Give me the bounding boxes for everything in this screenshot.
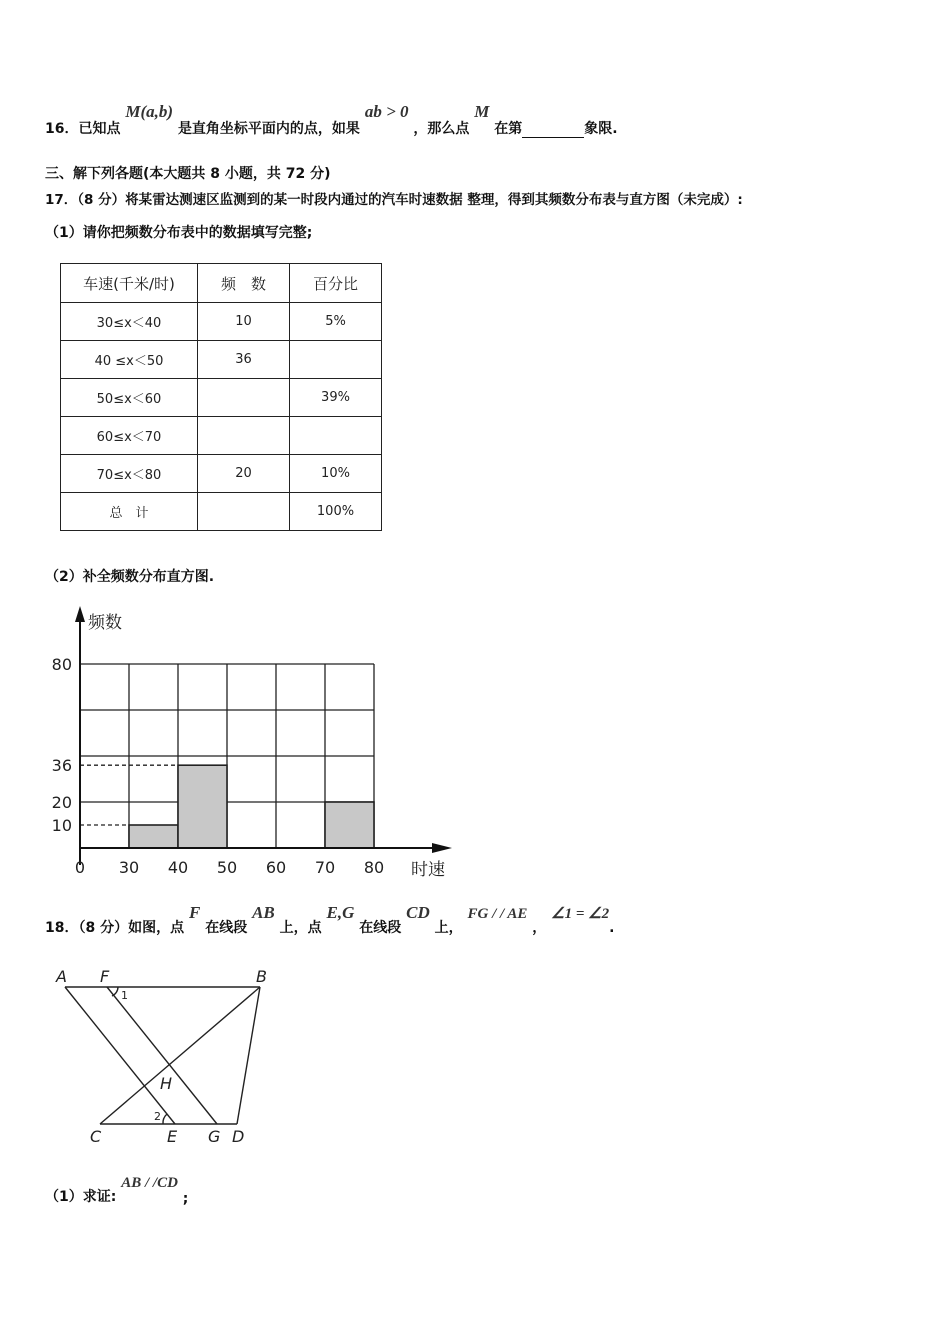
q18-text-2: 上，点 xyxy=(279,920,322,936)
table-cell-range: 总 计 xyxy=(61,493,198,531)
table-header-row xyxy=(61,264,382,303)
x-tick-label: 60 xyxy=(265,858,287,877)
question-18 xyxy=(45,903,614,935)
table-cell-frequency[interactable] xyxy=(198,379,290,417)
question-16 xyxy=(45,102,618,137)
y-tick-label: 36 xyxy=(51,756,72,776)
table-row xyxy=(61,303,382,341)
table-cell-percent: 100% xyxy=(290,493,382,531)
x-tick-labels xyxy=(75,858,384,877)
q18-text-6: . xyxy=(609,920,615,936)
frequency-histogram xyxy=(0,600,470,885)
table-cell-percent: 39% xyxy=(290,379,382,417)
section-3-header: 三、解下列各题(本大题共 8 小题，共 72 分) xyxy=(45,166,331,182)
x-tick-label: 30 xyxy=(118,858,140,877)
question-17-part1: （1）请你把频数分布表中的数据填写完整; xyxy=(45,225,313,241)
q16-point-m: M(a,b) xyxy=(125,102,174,121)
question-17-part2: （2）补全频数分布直方图. xyxy=(45,569,215,585)
y-tick-label: 20 xyxy=(51,793,72,812)
table-cell-frequency[interactable] xyxy=(198,417,290,455)
table-header-speed: 车速(千米/时) xyxy=(61,264,198,303)
table-header-frequency: 频 数 xyxy=(198,264,290,303)
angle-1-label: 1 xyxy=(121,989,128,1002)
q16-prefix: 16．已知点 xyxy=(45,121,121,137)
q18-text-1: 在线段 xyxy=(205,920,248,936)
label-f: F xyxy=(100,967,110,986)
y-tick-label: 80 xyxy=(51,655,72,674)
y-tick-label: 10 xyxy=(51,816,72,835)
q18-text-4: 上， xyxy=(434,920,463,936)
q18-part1-prefix: （1）求证: xyxy=(45,1189,117,1205)
table-cell-frequency[interactable] xyxy=(198,493,290,531)
y-axis-label: 频数 xyxy=(88,613,122,633)
table-cell-range: 30≤x＜40 xyxy=(61,303,198,341)
angle-2-arc xyxy=(163,1114,167,1124)
label-a: A xyxy=(56,967,67,986)
label-g: G xyxy=(208,1127,221,1146)
q16-suffix: 象限. xyxy=(584,121,618,137)
q16-m: M xyxy=(474,102,490,121)
table-cell-range: 50≤x＜60 xyxy=(61,379,198,417)
table-cell-percent: 5% xyxy=(290,303,382,341)
q18-prefix: 18．（8 分）如图，点 xyxy=(45,920,185,936)
table-cell-percent[interactable] xyxy=(290,417,382,455)
y-tick-labels xyxy=(52,655,72,835)
table-row xyxy=(61,493,382,531)
histogram-bar xyxy=(178,765,227,848)
table-cell-frequency: 20 xyxy=(198,455,290,493)
y-axis-arrow-icon xyxy=(75,606,85,622)
q16-text-1: 是直角坐标平面内的点，如果 xyxy=(177,121,360,137)
frequency-table xyxy=(60,263,382,531)
histogram-bars xyxy=(129,765,374,848)
q18-parallel: FG / / AE xyxy=(467,906,528,922)
table-cell-percent: 10% xyxy=(290,455,382,493)
x-tick-label: 70 xyxy=(314,858,336,877)
q18-text-5: ， xyxy=(532,920,547,936)
q16-text-3: 在第 xyxy=(494,121,523,137)
table-cell-frequency: 36 xyxy=(198,341,290,379)
table-cell-range: 40 ≤x＜50 xyxy=(61,341,198,379)
table-row xyxy=(61,379,382,417)
x-tick-label: 80 xyxy=(363,858,385,877)
x-axis-label: 时速 xyxy=(411,860,445,880)
x-axis-arrow-icon xyxy=(432,843,452,853)
table-header-percent: 百分比 xyxy=(290,264,382,303)
q18-angles: ∠1 = ∠2 xyxy=(551,906,610,922)
label-e: E xyxy=(167,1127,178,1146)
question-17-intro: 17．（8 分）将某雷达测速区监测到的某一时段内通过的汽车时速数据 整理，得到其频数分布表与直方图（未完成）: xyxy=(45,192,743,208)
segment-bd xyxy=(237,987,260,1124)
table-row xyxy=(61,417,382,455)
table-cell-percent[interactable] xyxy=(290,341,382,379)
label-d: D xyxy=(232,1127,245,1146)
x-tick-label: 40 xyxy=(167,858,189,877)
q16-condition: ab > 0 xyxy=(364,102,409,121)
q16-answer-blank[interactable] xyxy=(522,123,584,138)
label-b: B xyxy=(256,967,267,986)
q18-point-f: F xyxy=(188,903,201,922)
q18-part1-suffix: ; xyxy=(182,1191,189,1207)
table-cell-range: 70≤x＜80 xyxy=(61,455,198,493)
histogram-bar xyxy=(129,825,178,848)
x-tick-label: 50 xyxy=(216,858,238,877)
x-tick-label: 0 xyxy=(74,858,86,877)
angle-2-label: 2 xyxy=(154,1110,161,1123)
segment-ae xyxy=(65,987,175,1124)
table-row xyxy=(61,455,382,493)
label-h: H xyxy=(160,1074,173,1093)
q18-segment-ab: AB xyxy=(252,903,275,922)
q16-text-2: ，那么点 xyxy=(413,121,470,137)
q18-text-3: 在线段 xyxy=(359,920,402,936)
geometry-figure xyxy=(50,962,290,1152)
label-c: C xyxy=(90,1127,102,1146)
table-cell-frequency: 10 xyxy=(198,303,290,341)
q18-segment-cd: CD xyxy=(406,903,430,922)
table-cell-range: 60≤x＜70 xyxy=(61,417,198,455)
q18-points-eg: E,G xyxy=(326,903,355,922)
histogram-bar xyxy=(325,802,374,848)
q18-part1-statement: AB / /CD xyxy=(121,1175,178,1191)
question-18-part1 xyxy=(45,1172,188,1206)
table-row xyxy=(61,341,382,379)
